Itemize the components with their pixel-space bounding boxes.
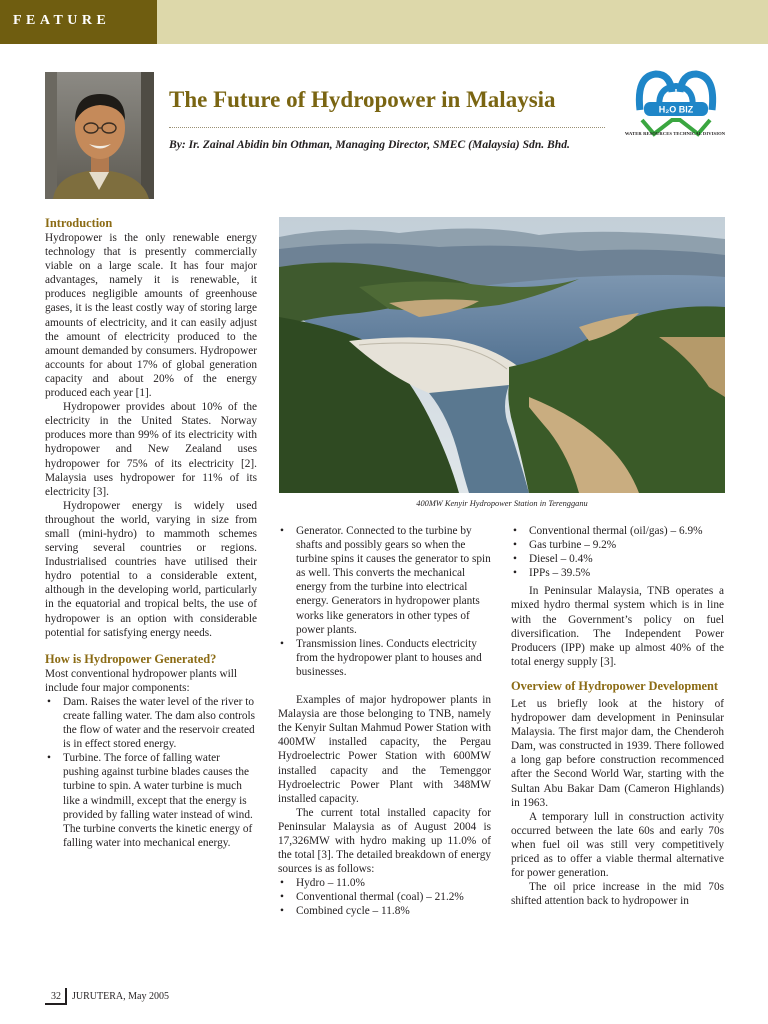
column-2 [278, 524, 491, 919]
column-1 [45, 216, 257, 850]
paragraph: Let us briefly look at the history of hydropower dam development in Peninsular Malaysia. The first major dam, the Chenderoh Dam, was constructed in 1939. There followed a long gap before construction recommenced after the Second World War, starting with the Sultan Abu Bakar Dam (Cameron Highlands) in 1963. [511, 697, 724, 809]
article-byline: By: Ir. Zainal Abidin bin Othman, Managing Director, SMEC (Malaysia) Sdn. Bhd. [169, 138, 570, 151]
journal-issue: JURUTERA, May 2005 [72, 991, 169, 1002]
page-number: 32 [45, 988, 67, 1005]
overview-heading: Overview of Hydropower Development [511, 678, 719, 693]
list-item: • Gas turbine – 9.2% [511, 538, 724, 552]
kenyir-dam-photo [279, 217, 725, 493]
list-item: • Combined cycle – 11.8% [278, 904, 491, 918]
list-item: • Generator. Connected to the turbine by shafts and possibly gears so when the turbine spins it causes the generator to spin as well. This converts the mechanical energy from the turbine into electrical energy. Generators in hydropower plants works like generators in other types of power plants. [278, 524, 491, 637]
column-3 [511, 524, 724, 908]
introduction-heading: Introduction [45, 216, 113, 230]
h2o-biz-logo [620, 66, 732, 140]
paragraph: Hydropower energy is widely used throughout the world, varying in size from small (mini-hydro) to mammoth schemes serving several countries or regions. Industrialised countries have utilised their hydro potential to a considerable extent, although in the developing world, particularly in the equatorial and tropical belts, the use of hydropower is an option with considerable potential for satisfying energy needs. [45, 499, 257, 639]
logo-wordmark: H₂O BIZ [658, 104, 694, 115]
paragraph: A temporary lull in construction activity occurred between the late 60s and early 70s when fuel oil was still very competitively priced as to offer a viable thermal alternative for power generation. [511, 810, 724, 880]
list-item: • Conventional thermal (oil/gas) – 6.9% [511, 524, 724, 538]
list-item: • Diesel – 0.4% [511, 552, 724, 566]
list-item: • Dam. Raises the water level of the river to create falling water. The dam also controls the flow of water and the reservoir created is in effect stored energy. [45, 695, 257, 751]
paragraph: Hydropower provides about 10% of the electricity in the United States. Norway produces more than 99% of its electricity with hydropower and New Zealand uses hydropower for 75% of its electricity [2]. Malaysia uses hydropower for 11% of its electricity [3]. [45, 401, 257, 498]
section-tag: FEATURE [0, 0, 157, 44]
article-title: The Future of Hydropower in Malaysia [169, 87, 556, 112]
components-list [45, 695, 257, 850]
photo-caption: 400MW Kenyir Hydropower Station in Terengganu [416, 499, 588, 508]
logo-caption: WATER RESOURCES TECHNICAL DIVISION [624, 131, 726, 136]
page-footer [45, 988, 169, 1006]
components-list-continued [278, 524, 491, 679]
list-item: • Conventional thermal (coal) – 21.2% [278, 890, 491, 904]
title-divider [169, 127, 605, 128]
energy-sources-list-continued [511, 524, 724, 580]
paragraph: The current total installed capacity for Peninsular Malaysia as of August 2004 is 17,326MW with hydro making up 11.0% of the total [3]. The detailed breakdown of energy sources is as follows: [278, 806, 491, 876]
paragraph: Hydropower is the only renewable energy technology that is presently commercially viable on a large scale. It has four major advantages, namely it is renewable, it produces negligible amounts of greenhouse gases, it is the least costly way of storing large amounts of electricity, and it can easily adjust the amount of electricity produced to the amount demanded by consumers. Hydropower accounts for about 17% of global generation capacity and about 20% of the energy produced each year [1]. [45, 232, 257, 400]
paragraph: The oil price increase in the mid 70s shifted attention back to hydropower in [511, 881, 724, 908]
list-item: • Turbine. The force of falling water pushing against turbine blades causes the turbine to spin. A water turbine is much like a windmill, except that the energy is provided by falling water instead of wind. The turbine converts the kinetic energy of falling water into mechanical energy. [45, 751, 257, 850]
author-photo [45, 72, 154, 199]
paragraph: In Peninsular Malaysia, TNB operates a mixed hydro thermal system which is in line with the Government’s policy on fuel diversification. The Independent Power Producers (IPP) make up almost 40% of the total energy supply [3]. [511, 585, 724, 668]
list-item: • IPPs – 39.5% [511, 566, 724, 580]
paragraph: Examples of major hydropower plants in Malaysia are those belonging to TNB, namely the Kenyir Sultan Mahmud Power Station with 400MW installed capacity, the Pergau Hydroelectric Power Station with 600MW installed capacity and the Temenggor Hydroelectric Power Plant with 348MW installed capacity. [278, 694, 491, 805]
paragraph: Most conventional hydropower plants will include four major components: [45, 667, 238, 694]
list-item: • Hydro – 11.0% [278, 876, 491, 890]
generation-heading: How is Hydropower Generated? [45, 651, 217, 666]
list-item: • Transmission lines. Conducts electricity from the hydropower plant to houses and businesses. [278, 637, 491, 679]
energy-sources-list [278, 876, 491, 918]
